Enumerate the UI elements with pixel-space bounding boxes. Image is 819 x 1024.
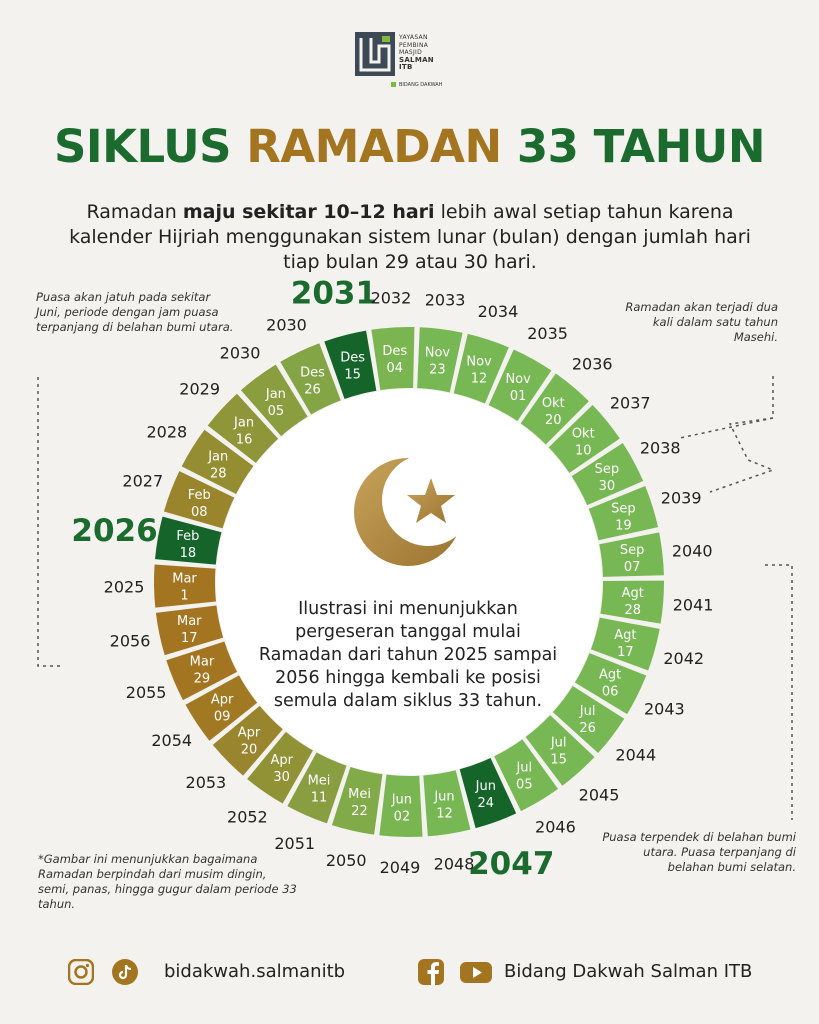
segment-day: 30 [273,769,290,785]
segment-year: 2044 [615,745,657,765]
segment-year: 2036 [571,354,613,374]
segment-year: 2035 [527,323,568,343]
segment-month: Sep [594,461,620,477]
note-top-right: Ramadan akan terjadi dua kali dalam satu tahun Masehi. [625,300,778,344]
note-bottom-left: *Gambar ini menunjukkan bagaimana Ramadan berpindah dari musim dingin, semi, panas, hingga gugur dalam periode 33 tahun. [38,852,297,911]
segment-year: 2026 [71,513,158,550]
segment-month: Feb [187,487,211,503]
segment-day: 11 [310,790,328,806]
segment-year: 2047 [468,845,555,882]
segment-month: Agt [614,627,637,643]
segment-day: 10 [574,443,592,459]
subtitle-post: lebih awal setiap tahun karena kalender Hijriah menggunakan sistem lunar (bulan) dengan jumlah hari tiap bulan 29 atau 30 hari. [69,201,751,273]
segment-month: Des [340,350,366,366]
segment-month: Apr [210,692,234,708]
footer [0,955,819,995]
segment-day: 19 [615,518,632,534]
instagram-handle[interactable]: bidakwah.salmanitb [164,961,346,982]
segment-year: 2039 [660,488,702,508]
instagram-icon[interactable] [68,959,94,985]
segment-year: 2027 [122,471,164,491]
segment-year: 2055 [125,683,167,703]
segment-day: 09 [213,709,231,725]
segment-day: 08 [191,504,208,520]
segment-day: 26 [304,382,321,398]
segment-day: 22 [351,803,368,819]
segment-day: 28 [209,466,227,482]
segment-month: Jun [391,792,413,808]
segment-year: 2045 [578,785,620,805]
segment-month: Nov [466,354,492,370]
segment-month: Jul [579,703,596,719]
segment-year: 2028 [146,422,188,442]
segment-day: 18 [179,546,197,562]
segment-year: 2041 [672,595,714,615]
logo-line: ITB [399,63,413,71]
segment-year: 2032 [370,288,412,308]
segment-month: Apr [270,752,293,768]
subtitle-bold: maju sekitar 10–12 hari [182,201,435,223]
logo-line: PEMBINA [399,41,429,49]
note-top-left: Puasa akan jatuh pada sekitar Juni, periode dengan jam puasa terpanjang di belahan bumi utara. [36,290,234,334]
segment-year: 2030 [266,315,307,335]
segment-month: Nov [424,345,451,361]
segment-year: 2052 [227,807,268,827]
segment-day: 20 [545,413,562,429]
title-part-2: RAMADAN [246,120,502,173]
segment-month: Okt [541,396,565,412]
segment-day: 20 [240,742,258,758]
segment-day: 26 [579,720,596,736]
segment-month: Nov [505,371,531,387]
segment-month: Okt [571,426,595,442]
segment-day: 29 [193,671,211,687]
segment-day: 04 [386,360,404,376]
segment-year: 2053 [185,772,227,792]
tiktok-icon[interactable] [112,959,138,985]
segment-month: Agt [599,667,622,683]
segment-month: Mar [172,571,197,587]
segment-month: Apr [237,725,261,741]
title-part-1: SIKLUS [53,120,232,173]
wheel-center [213,389,602,775]
segment-month: Des [382,343,408,359]
segment-month: Jul [550,735,567,751]
segment-year: 2054 [151,730,193,750]
segment-month: Jan [208,449,229,465]
segment-month: Jan [265,387,286,403]
subtitle-pre: Ramadan [86,201,183,223]
facebook-icon[interactable] [418,959,444,985]
segment-month: Jan [234,415,255,431]
segment-day: 30 [598,478,616,494]
segment-day: 15 [550,752,567,768]
segment-day: 12 [470,371,488,387]
segment-day: 02 [393,809,411,825]
segment-day: 05 [516,777,533,793]
segment-day: 24 [477,795,495,811]
segment-month: Jul [516,760,533,776]
segment-day: 23 [429,362,446,378]
segment-day: 15 [344,367,361,383]
segment-month: Sep [611,501,636,517]
segment-day: 16 [235,432,253,448]
segment-month: Mar [176,613,202,629]
youtube-icon[interactable] [460,959,492,985]
logo-line: YAYASAN [399,34,428,41]
segment-year: 2042 [663,648,705,668]
segment-year: 2033 [424,290,466,310]
segment-year: 2034 [477,302,519,322]
segment-month: Jun [434,789,455,805]
segment-year: 2056 [109,631,151,651]
segment-year: 2037 [609,393,651,413]
logo-sub-text: BIDANG DAKWAH [399,82,443,88]
center-description: Ilustrasi ini menunjukkan pergeseran tanggal mulai Ramadan dari tahun 2025 sampai 2056 hingga kembali ke posisi semula dalam siklus 33 tahun. [258,599,558,711]
segment-year: 2038 [639,438,681,458]
segment-year: 2030 [219,343,261,363]
segment-day: 05 [267,404,285,420]
segment-day: 01 [509,388,527,404]
segment-month: Feb [176,529,200,545]
segment-month: Des [300,365,325,381]
segment-day: 28 [624,602,642,618]
logo-line: SALMAN [399,55,434,64]
organization-name[interactable]: Bidang Dakwah Salman ITB [504,961,753,982]
segment-year: 2051 [274,834,316,854]
segment-day: 12 [436,806,453,822]
segment-month: Sep [619,543,645,559]
title-part-3: 33 TAHUN [516,120,765,173]
segment-year: 2043 [643,699,685,719]
segment-year: 2046 [535,817,576,837]
segment-month: Mei [348,786,371,802]
segment-day: 1 [180,588,189,604]
segment-month: Jun [475,778,496,794]
segment-year: 2048 [433,854,475,874]
segment-day: 17 [180,630,198,646]
segment-year: 2050 [325,850,367,870]
segment-day: 17 [617,644,634,660]
segment-year: 2049 [379,857,421,877]
crescent-star-icon [354,458,462,566]
segment-day: 07 [623,560,641,576]
segment-year: 2029 [179,379,221,399]
segment-year: 2025 [103,577,145,597]
note-bottom-right: Puasa terpendek di belahan bumi utara. Puasa terpanjang di belahan bumi selatan. [602,830,796,874]
segment-month: Mar [189,654,215,670]
segment-year: 2040 [671,541,713,561]
segment-year: 2031 [290,275,378,312]
segment-month: Agt [621,585,644,601]
segment-month: Mei [307,773,331,789]
segment-day: 06 [601,684,619,700]
logo-line: MASJID [399,49,423,56]
